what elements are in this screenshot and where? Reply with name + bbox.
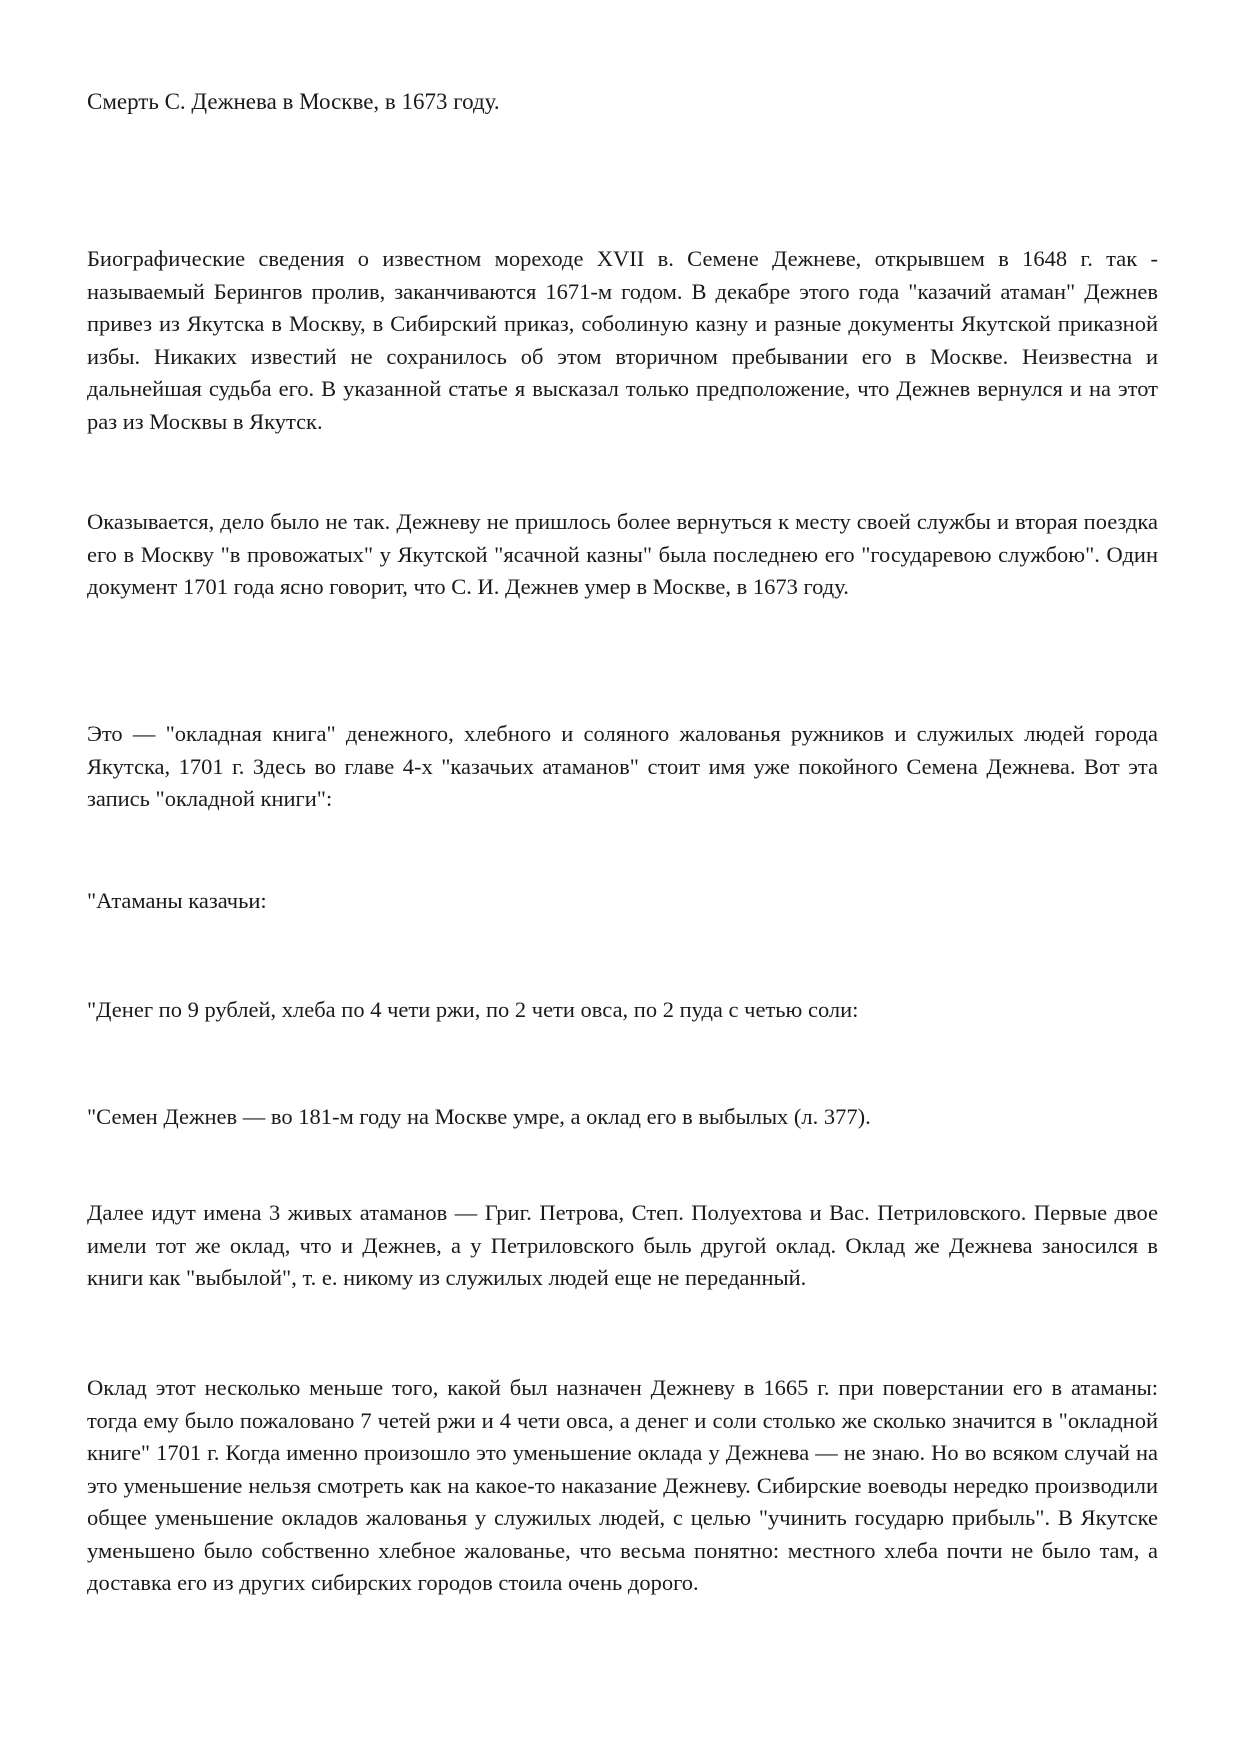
paragraph-other-atamans: Далее идут имена 3 живых атаманов — Григ. Петрова, Степ. Полуехтова и Вас. Петриловского. Первые двое имели тот же оклад, что и Дежнев, а у Петриловского быль другой оклад. Оклад же Дежнева заносился в книги как "выбылой", т. е. никому из служилых людей еще не переданный. <box>87 1200 1158 1290</box>
quote-atamans: "Атаманы казачьи: <box>87 888 267 913</box>
paragraph-salary-book: Это — "окладная книга" денежного, хлебного и соляного жалованья ружников и служилых людей города Якутска, 1701 г. Здесь во главе 4-х "казачьих атаманов" стоит имя уже покойного Семена Дежнева. Вот эта запись "окладной книги": <box>87 721 1158 811</box>
quote-dezhnev-death: "Семен Дежнев — во 181-м году на Москве умре, а оклад его в выбылых (л. 377). <box>87 1104 871 1129</box>
document-title: Смерть С. Дежнева в Москве, в 1673 году. <box>87 89 500 114</box>
quote-salary: "Денег по 9 рублей, хлеба по 4 чети ржи, по 2 чети овса, по 2 пуда с четью соли: <box>87 997 859 1022</box>
paragraph-salary-reduction: Оклад этот несколько меньше того, какой был назначен Дежневу в 1665 г. при поверстании его в атаманы: тогда ему было пожаловано 7 четей ржи и 4 чети овса, а денег и соли столько же сколько значится в "окладной книге" 1701 г. Когда именно произошло это уменьшение оклада у Дежнева — не знаю. Но во всяком случай на это уменьшение нельзя смотреть как на какое-то наказание Дежневу. Сибирские воеводы нередко производили общее уменьшение окладов жалованья у служилых людей, с целью "учинить государю прибыль". В Якутске уменьшено было собственно хлебное жалованье, что весьма понятно: местного хлеба почти не было там, а доставка его из других сибирских городов стоила очень дорого. <box>87 1375 1158 1595</box>
paragraph-second-trip: Оказывается, дело было не так. Дежневу не пришлось более вернуться к месту своей службы и вторая поездка его в Москву "в провожатых" у Якутской "ясачной казны" была последнею его "государевою службою". Один документ 1701 года ясно говорит, что С. И. Дежнев умер в Москве, в 1673 году. <box>87 509 1158 599</box>
paragraph-biography: Биографические сведения о известном мореходе XVII в. Семене Дежневе, открывшем в 1648 г. так - называемый Берингов пролив, заканчиваются 1671-м годом. В декабре этого года "казачий атаман" Дежнев привез из Якутска в Москву, в Сибирский приказ, соболиную казну и разные документы Якутской приказной избы. Никаких известий не сохранилось об этом вторичном пребывании его в Москве. Неизвестна и дальнейшая судьба его. В указанной статье я высказал только предположение, что Дежнев вернулся и на этот раз из Москвы в Якутск. <box>87 246 1158 434</box>
